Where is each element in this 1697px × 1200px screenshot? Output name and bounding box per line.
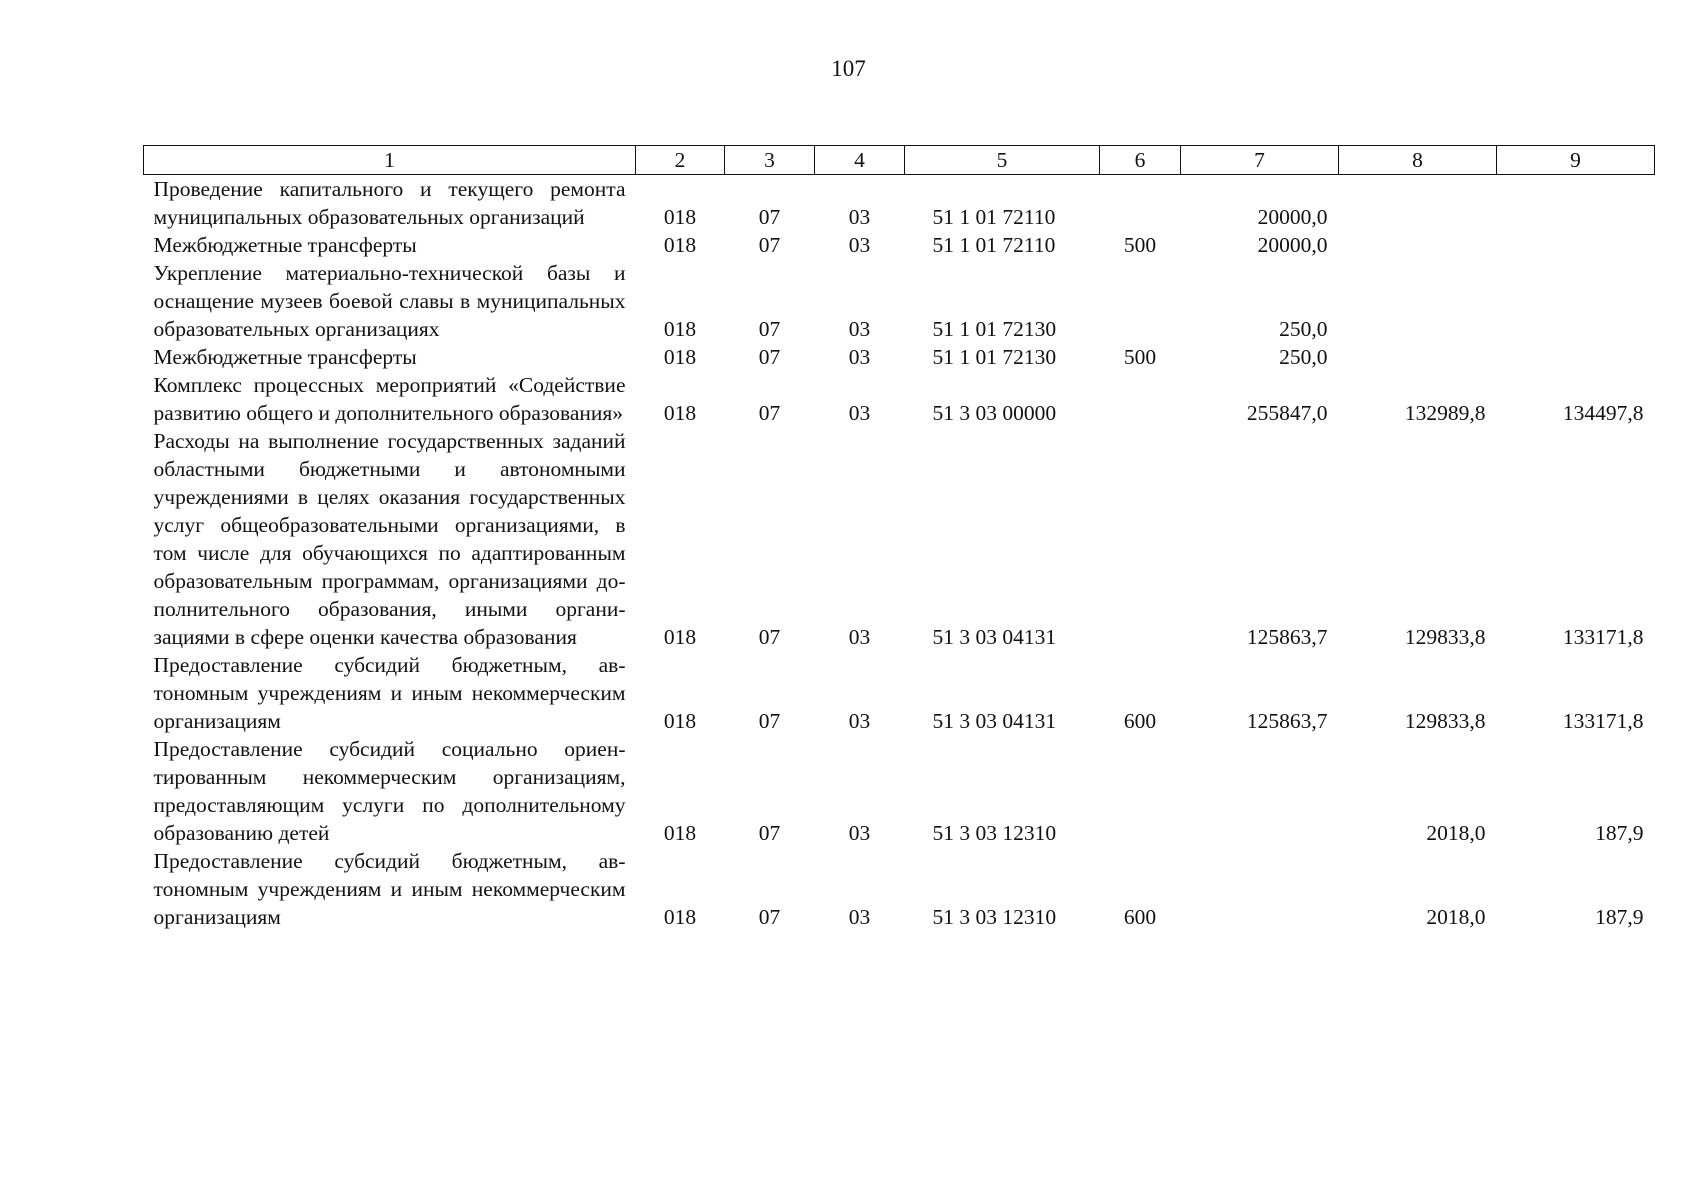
amount-col8 bbox=[1339, 343, 1497, 371]
expense-type-code: 600 bbox=[1123, 709, 1157, 733]
table-row bbox=[144, 343, 1655, 371]
amount-col9 bbox=[1497, 343, 1655, 371]
amount-col7: 125863,7 bbox=[1246, 625, 1328, 649]
column-header: 5 bbox=[905, 146, 1100, 175]
section-code: 07 bbox=[758, 205, 781, 229]
row-name: Укрепление материально-технической базы и оснащение музеев боевой славы в муниципальных образовательных организациях bbox=[153, 261, 626, 341]
ministry-code: 018 bbox=[663, 233, 697, 257]
amount-col9: 133171,8 bbox=[1562, 709, 1644, 733]
amount-col8 bbox=[1339, 175, 1497, 232]
table-row bbox=[144, 651, 1655, 735]
section-code: 07 bbox=[758, 345, 781, 369]
section-code: 07 bbox=[758, 317, 781, 341]
section-code: 07 bbox=[758, 821, 781, 845]
expense-type-code: 500 bbox=[1123, 345, 1157, 369]
expense-type-code bbox=[1100, 175, 1181, 232]
amount-col9 bbox=[1497, 259, 1655, 343]
subsection-code: 03 bbox=[848, 401, 871, 425]
ministry-code: 018 bbox=[663, 317, 697, 341]
ministry-code: 018 bbox=[663, 821, 697, 845]
amount-col9 bbox=[1497, 231, 1655, 259]
amount-col8 bbox=[1339, 259, 1497, 343]
ministry-code: 018 bbox=[663, 401, 697, 425]
subsection-code: 03 bbox=[848, 821, 871, 845]
expense-type-code: 600 bbox=[1123, 905, 1157, 929]
amount-col8: 132989,8 bbox=[1404, 401, 1486, 425]
target-article-code: 51 3 03 04131 bbox=[932, 625, 1057, 649]
section-code: 07 bbox=[758, 625, 781, 649]
expense-type-code bbox=[1100, 371, 1181, 427]
column-header: 6 bbox=[1100, 146, 1181, 175]
ministry-code: 018 bbox=[663, 205, 697, 229]
target-article-code: 51 1 01 72130 bbox=[932, 317, 1057, 341]
amount-col7 bbox=[1181, 735, 1339, 847]
row-name: Межбюджетные трансферты bbox=[153, 233, 417, 257]
amount-col7 bbox=[1181, 847, 1339, 931]
amount-col8: 2018,0 bbox=[1426, 821, 1486, 845]
amount-col8 bbox=[1339, 231, 1497, 259]
amount-col9 bbox=[1497, 175, 1655, 232]
subsection-code: 03 bbox=[848, 233, 871, 257]
amount-col7: 250,0 bbox=[1279, 317, 1328, 341]
section-code: 07 bbox=[758, 709, 781, 733]
column-header: 8 bbox=[1339, 146, 1497, 175]
ministry-code: 018 bbox=[663, 905, 697, 929]
target-article-code: 51 3 03 00000 bbox=[932, 401, 1057, 425]
target-article-code: 51 1 01 72110 bbox=[932, 205, 1056, 229]
subsection-code: 03 bbox=[848, 345, 871, 369]
amount-col9: 187,9 bbox=[1595, 905, 1644, 929]
table-row bbox=[144, 735, 1655, 847]
expense-type-code bbox=[1100, 427, 1181, 651]
row-name: Проведение капитального и текущего ремонта муниципальных образовательных организаций bbox=[153, 177, 626, 229]
row-name: Расходы на выполнение государственных заданий областными бюджетными и автономными учреждениями в целях оказания государственных услуг общеобразовательными организациями, в том числе для обучающихся по адаптированным образовательным программам, организациями дополнительного образования, иными организациями в сфере оценки качества образования bbox=[153, 429, 626, 649]
amount-col8: 2018,0 bbox=[1426, 905, 1486, 929]
expense-type-code bbox=[1100, 259, 1181, 343]
section-code: 07 bbox=[758, 401, 781, 425]
amount-col9: 134497,8 bbox=[1562, 401, 1644, 425]
column-header: 7 bbox=[1181, 146, 1339, 175]
table-row bbox=[144, 175, 1655, 232]
section-code: 07 bbox=[758, 905, 781, 929]
subsection-code: 03 bbox=[848, 625, 871, 649]
amount-col7: 20000,0 bbox=[1257, 205, 1328, 229]
ministry-code: 018 bbox=[663, 625, 697, 649]
subsection-code: 03 bbox=[848, 205, 871, 229]
row-name: Межбюджетные трансферты bbox=[153, 345, 417, 369]
column-header: 3 bbox=[725, 146, 815, 175]
ministry-code: 018 bbox=[663, 345, 697, 369]
amount-col7: 255847,0 bbox=[1246, 401, 1328, 425]
amount-col7: 20000,0 bbox=[1257, 233, 1328, 257]
column-header: 4 bbox=[815, 146, 905, 175]
target-article-code: 51 3 03 04131 bbox=[932, 709, 1057, 733]
target-article-code: 51 3 03 12310 bbox=[932, 821, 1057, 845]
amount-col8: 129833,8 bbox=[1404, 625, 1486, 649]
subsection-code: 03 bbox=[848, 317, 871, 341]
column-header: 9 bbox=[1497, 146, 1655, 175]
amount-col9: 133171,8 bbox=[1562, 625, 1644, 649]
target-article-code: 51 1 01 72130 bbox=[932, 345, 1057, 369]
page-number: 107 bbox=[831, 56, 866, 81]
table-row bbox=[144, 371, 1655, 427]
row-name: Предоставление субсидий бюджетным, автономным учреждениям и иным некоммерческим организациям bbox=[153, 653, 626, 733]
table-row bbox=[144, 231, 1655, 259]
expense-type-code bbox=[1100, 735, 1181, 847]
budget-table bbox=[143, 145, 1655, 931]
column-header: 1 bbox=[144, 146, 636, 175]
subsection-code: 03 bbox=[848, 709, 871, 733]
subsection-code: 03 bbox=[848, 905, 871, 929]
expense-type-code: 500 bbox=[1123, 233, 1157, 257]
amount-col8: 129833,8 bbox=[1404, 709, 1486, 733]
amount-col7: 125863,7 bbox=[1246, 709, 1328, 733]
target-article-code: 51 1 01 72110 bbox=[932, 233, 1056, 257]
target-article-code: 51 3 03 12310 bbox=[932, 905, 1057, 929]
table-row bbox=[144, 847, 1655, 931]
amount-col9: 187,9 bbox=[1595, 821, 1644, 845]
amount-col7: 250,0 bbox=[1279, 345, 1328, 369]
row-name: Предоставление субсидий социально ориентированным некоммерческим организациям, предоставляющим услуги по дополнительному образованию детей bbox=[153, 737, 626, 845]
column-number-header-row bbox=[144, 146, 1655, 175]
section-code: 07 bbox=[758, 233, 781, 257]
row-name: Комплекс процессных мероприятий «Содействие развитию общего и дополнительного образования» bbox=[153, 373, 626, 425]
table-row bbox=[144, 427, 1655, 651]
column-header: 2 bbox=[636, 146, 725, 175]
ministry-code: 018 bbox=[663, 709, 697, 733]
table-row bbox=[144, 259, 1655, 343]
row-name: Предоставление субсидий бюджетным, автономным учреждениям и иным некоммерческим организациям bbox=[153, 849, 626, 929]
